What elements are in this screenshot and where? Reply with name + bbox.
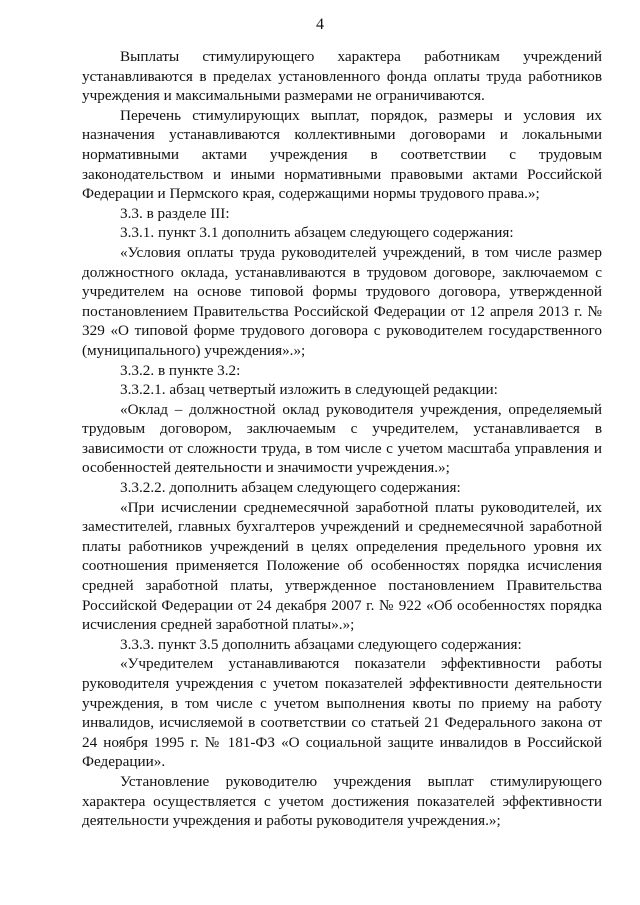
paragraph-quote-stimulating-payments: Установление руководителю учреждения выплат стимулирующего характера осуществляется с учетом достижения показателей эффективности деятельности учреждения и работы руководителя учреждения.»; <box>82 772 602 830</box>
paragraph-item-3-3-2-1: 3.3.2.1. абзац четвертый изложить в следующей редакции: <box>120 381 498 399</box>
paragraph-item-3-3-1: 3.3.1. пункт 3.1 дополнить абзацем следующего содержания: <box>120 224 514 242</box>
page-number: 4 <box>316 16 324 33</box>
paragraph-section-3-3: 3.3. в разделе III: <box>120 204 230 222</box>
paragraph-item-3-3-2: 3.3.2. в пункте 3.2: <box>120 361 241 379</box>
paragraph-stimulating-payments-list: Перечень стимулирующих выплат, порядок, размеры и условия их назначения устанавливаются коллективными договорами и локальными нормативными актами учреждения в соответствии с трудовым законодательством и иными нормативными правовыми актами Российской Федерации и Пермского края, содержащими нормы трудового права.»; <box>82 106 602 203</box>
paragraph-quote-salary-definition: «Оклад – должностной оклад руководителя учреждения, определяемый трудовым договором, заключаемым с учредителем, устанавливается в зависимости от сложности труда, в том числе с учетом масштаба управления и особенностей деятельности и значимости учреждения.»; <box>82 400 602 477</box>
paragraph-quote-labor-conditions: «Условия оплаты труда руководителей учреждений, в том числе размер должностного оклада, устанавливаются в трудовом договоре, заключаемом с учредителем на основе типовой формы трудового договора, утвержденной постановлением Правительства Российской Федерации от 12 апреля 2013 г. № 329 «О типовой форме трудового договора с руководителем государственного (муниципального) учреждения».»; <box>82 243 602 359</box>
paragraph-stimulating-payments-limits: Выплаты стимулирующего характера работникам учреждений устанавливаются в пределах установленного фонда оплаты труда работников учреждения и максимальными размерами не ограничиваются. <box>82 48 602 105</box>
paragraph-item-3-3-3: 3.3.3. пункт 3.5 дополнить абзацами следующего содержания: <box>120 635 522 653</box>
document-body <box>82 47 602 831</box>
paragraph-quote-efficiency-indicators: «Учредителем устанавливаются показатели эффективности работы руководителя учреждения с учетом показателей эффективности деятельности учреждения, в том числе с учетом выполнения квоты по приему на работу инвалидов, исчисляемой в соответствии со статьей 21 Федерального закона от 24 ноября 1995 г. № 181-ФЗ «О социальной защите инвалидов в Российской Федерации». <box>82 655 602 771</box>
paragraph-item-3-3-2-2: 3.3.2.2. дополнить абзацем следующего содержания: <box>120 479 461 497</box>
paragraph-quote-average-salary: «При исчислении среднемесячной заработной платы руководителей, их заместителей, главных бухгалтеров учреждений и среднемесячной заработной платы работников учреждений в целях определения предельного уровня их соотношения применяется Положение об особенностях порядка исчисления средней заработной платы, утвержденное постановлением Правительства Российской Федерации от 24 декабря 2007 г. № 922 «Об особенностях порядка исчисления средней заработной платы».»; <box>82 498 602 634</box>
